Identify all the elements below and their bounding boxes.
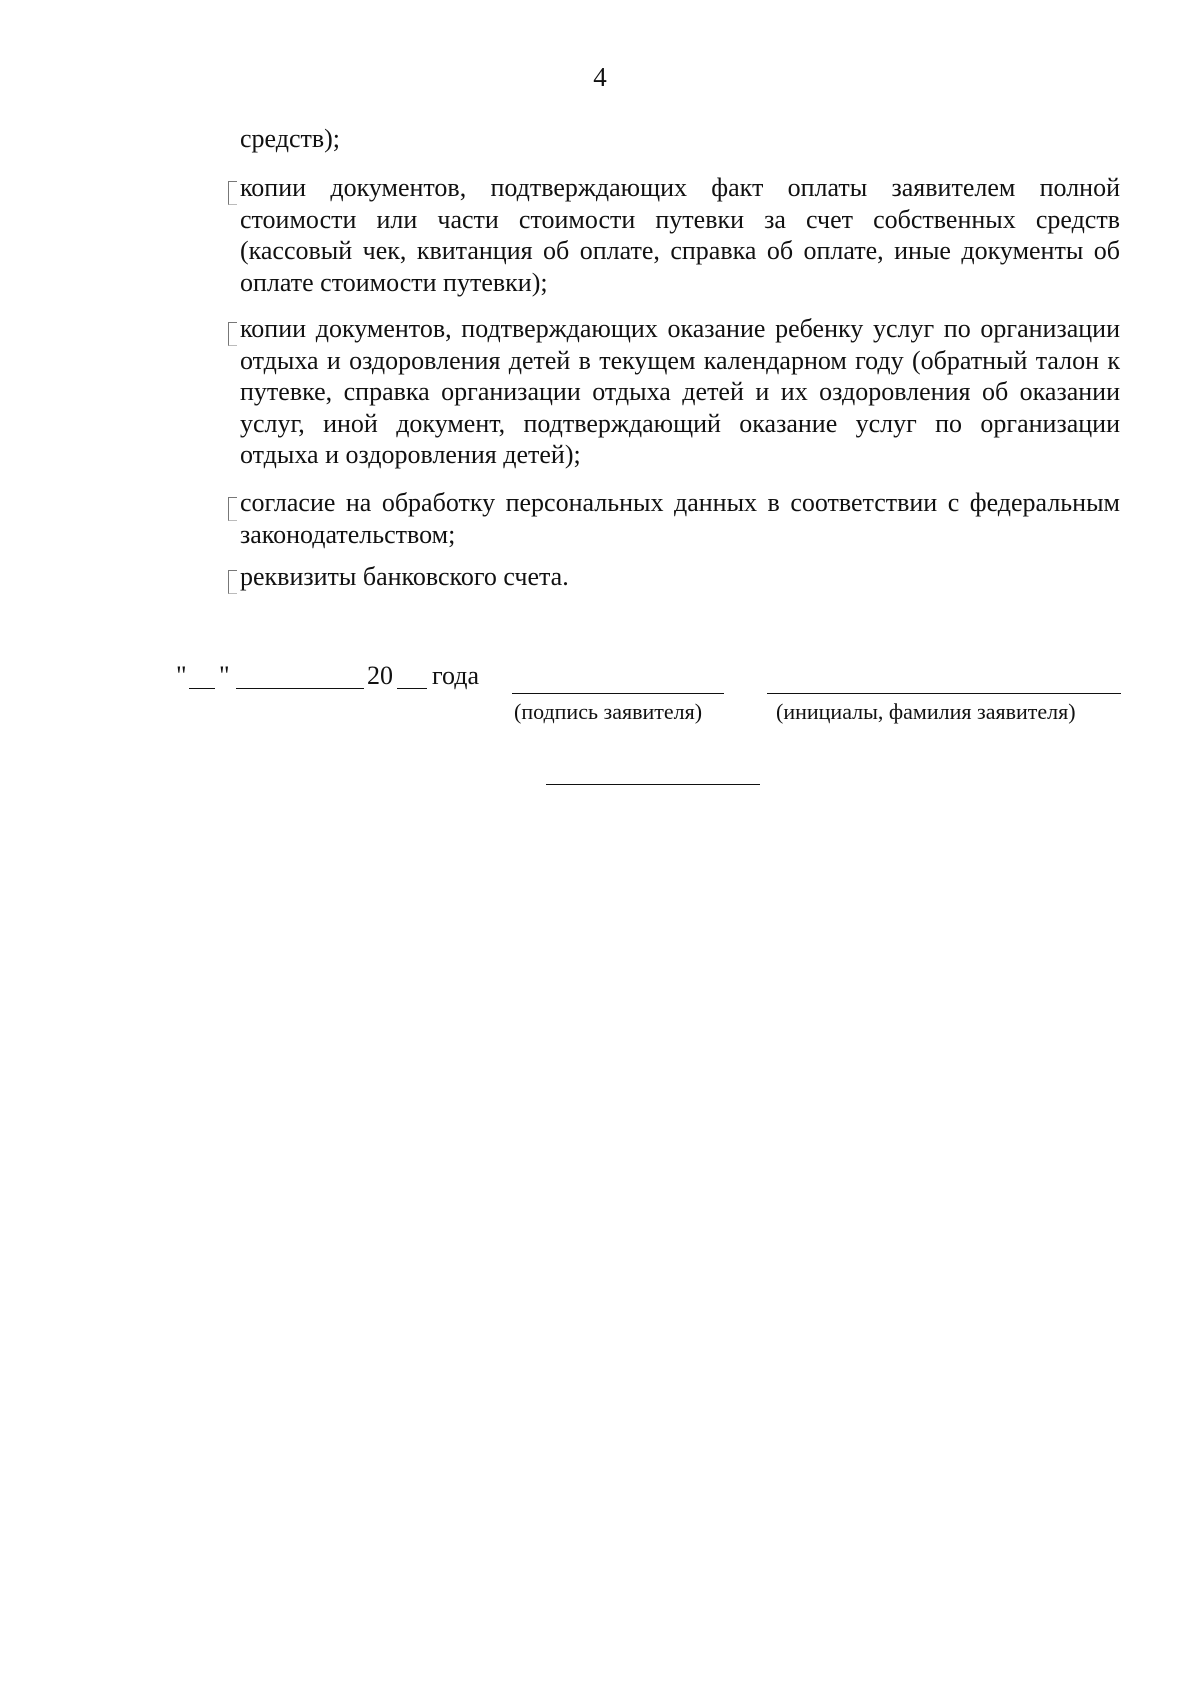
name-field[interactable] — [767, 693, 1121, 694]
end-divider — [546, 784, 760, 785]
checkbox[interactable] — [228, 570, 237, 594]
name-caption: (инициалы, фамилия заявителя) — [776, 699, 1076, 724]
open-quote: " — [176, 661, 187, 690]
continuation-text: средств); — [240, 124, 341, 153]
page-number: 4 — [593, 62, 607, 92]
signature-field[interactable] — [512, 693, 724, 694]
list-item: копии документов, подтверждающих факт оплаты заявителем полной стоимости или части стоимости путевки за счет собственных средств (кассовый чек, квитанция об оплате, справка об оплате, иные документы об оплате стоимости путевки); — [240, 173, 1120, 297]
year-prefix: 20 — [367, 661, 393, 690]
list-item: копии документов, подтверждающих оказание ребенку услуг по организации отдыха и оздоровления детей в текущем календарном году (обратный талон к путевке, справка организации отдыха детей и их оздоровления об оказании услуг, иной документ, подтверждающий оказание услуг по организации отдыха и оздоровления детей); — [240, 314, 1120, 469]
close-quote: " — [219, 661, 230, 690]
year-suffix: года — [432, 661, 480, 690]
checkbox[interactable] — [228, 497, 237, 521]
month-field[interactable] — [236, 688, 364, 689]
list-item: реквизиты банковского счета. — [240, 562, 569, 591]
checkbox[interactable] — [228, 322, 237, 346]
signature-caption: (подпись заявителя) — [514, 699, 703, 724]
list-item: согласие на обработку персональных данных в соответствии с федеральным законодательством; — [240, 488, 1120, 549]
day-field[interactable] — [189, 688, 215, 689]
checkbox[interactable] — [228, 181, 237, 205]
year-field[interactable] — [397, 688, 427, 689]
